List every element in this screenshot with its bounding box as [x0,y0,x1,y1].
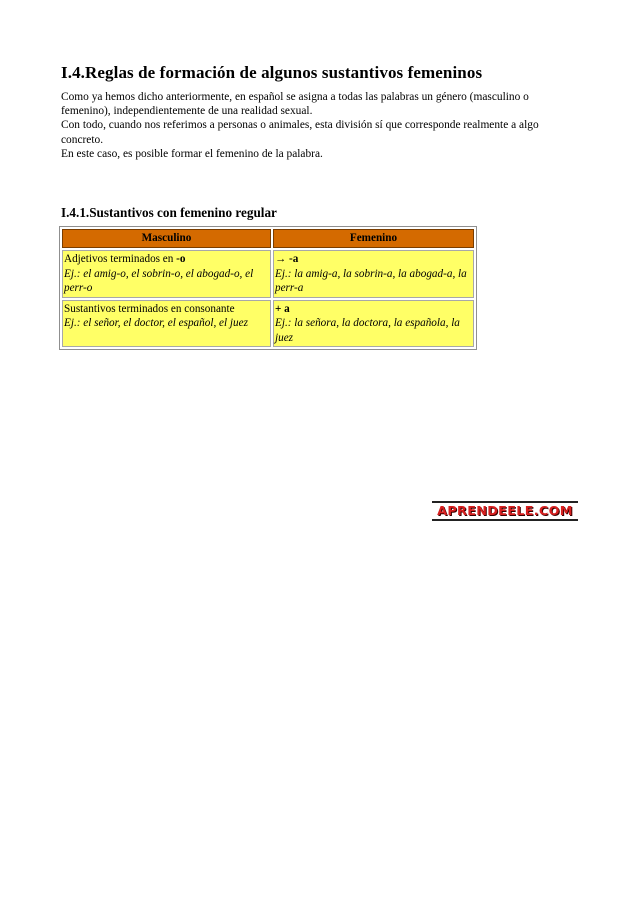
intro-paragraph: En este caso, es posible formar el femenino de la palabra. [61,147,323,160]
table-row [62,250,474,298]
feminine-rules-table [59,226,477,350]
masculine-cell [62,300,271,348]
aprendeele-logo: APRENDEELE.COM [432,501,578,521]
masculine-cell [62,250,271,298]
rule-text: Adjetivos terminados en [64,253,177,265]
masculine-example: Ej.: el señor, el doctor, el español, el juez [64,317,248,329]
intro-paragraph: Con todo, cuando nos referimos a personas o animales, esta división sí que corresponde realmente a algo concreto. [61,119,539,146]
intro-paragraph: Como ya hemos dicho anteriormente, en español se asigna a todas las palabras un género (masculino o femenino), independientemente de una realidad sexual. [61,91,529,118]
feminine-rule: → -a [275,253,299,265]
feminine-example: Ej.: la señora, la doctora, la española, la juez [275,317,460,344]
column-header-femenino: Femenino [273,229,474,248]
rule-text: Sustantivos terminados en consonante [64,302,235,315]
feminine-example: Ej.: la amig-a, la sobrin-a, la abogad-a, la perr-a [275,267,467,294]
table-header-row [62,229,474,248]
rule-suffix: -o [176,253,186,265]
section-heading: I.4.Reglas de formación de algunos sustantivos femeninos [61,63,483,82]
feminine-rule: + a [275,302,290,315]
intro-text [61,90,581,161]
table-row [62,300,474,348]
feminine-cell [273,250,474,298]
feminine-cell [273,300,474,348]
subsection-heading: I.4.1.Sustantivos con femenino regular [61,205,277,220]
masculine-rule [64,302,269,317]
column-header-masculino: Masculino [62,229,271,248]
masculine-example: Ej.: el amig-o, el sobrin-o, el abogad-o, el perr-o [64,267,254,294]
masculine-rule [64,252,269,267]
